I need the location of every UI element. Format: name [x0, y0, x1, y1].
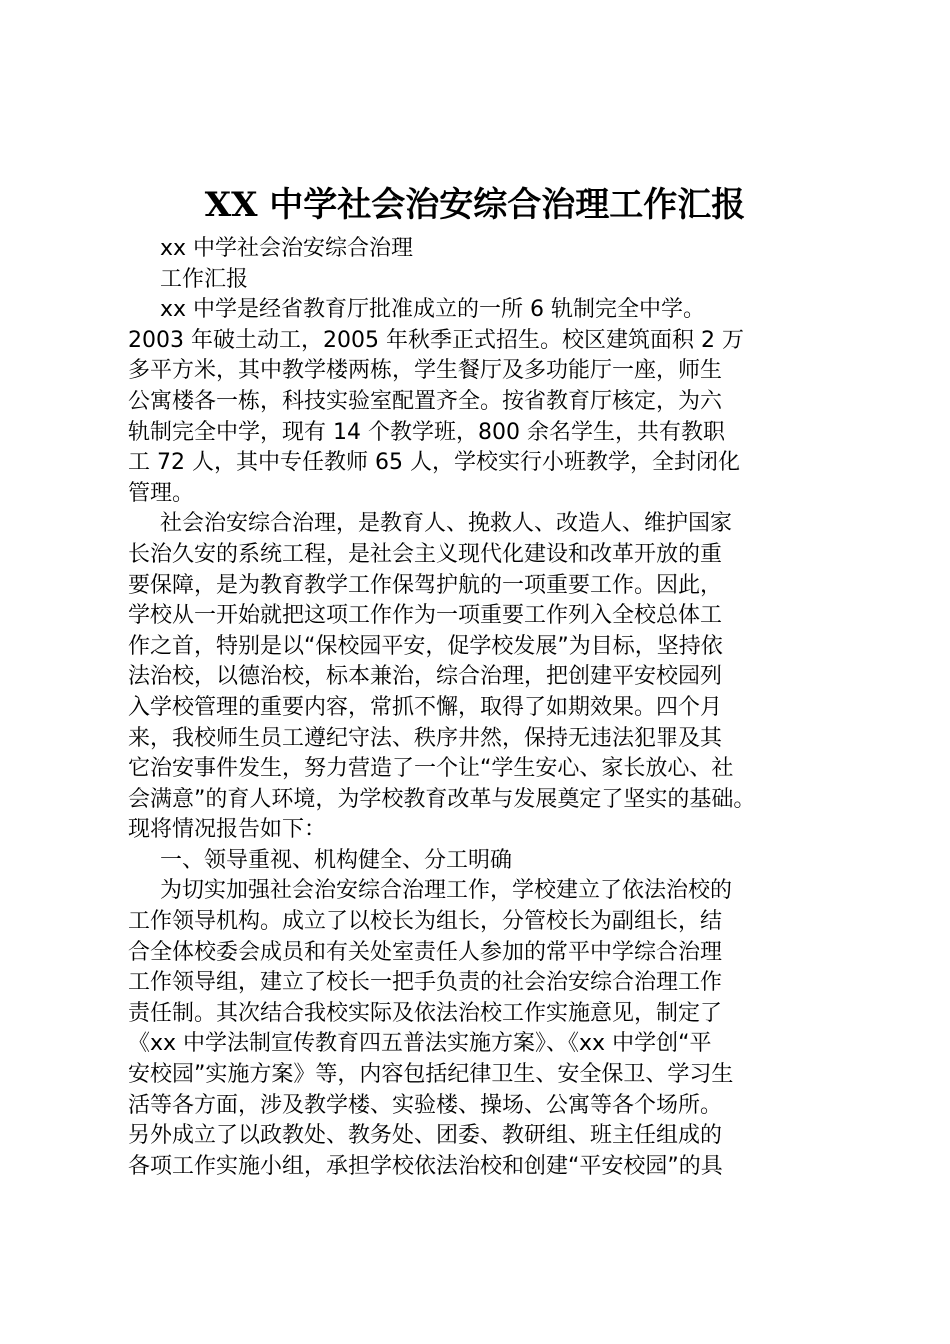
text-line: xx 中学是经省教育厅批准成立的一所 6 轨制完全中学。: [160, 297, 706, 323]
text-line: 2003 年破土动工，2005 年秋季正式招生。校区建筑面积 2 万: [128, 327, 744, 353]
text-line: 学校从一开始就把这项工作作为一项重要工作列入全校总体工: [128, 603, 723, 629]
text-line: 工作领导机构。成立了以校长为组长，分管校长为副组长，结: [128, 909, 723, 935]
document-title-text: 中学社会治安综合治理工作汇报: [257, 185, 746, 225]
text-line: 入学校管理的重要内容，常抓不懈，取得了如期效果。四个月: [128, 694, 723, 720]
text-line: 合全体校委会成员和有关处室责任人参加的常平中学综合治理: [128, 939, 723, 965]
document-title-latin: XX: [204, 185, 258, 225]
text-line: 各项工作实施小组，承担学校依法治校和创建“平安校园”的具: [128, 1153, 723, 1179]
text-line: 《xx 中学法制宣传教育四五普法实施方案》、《xx 中学创“平: [128, 1031, 712, 1057]
text-line: 要保障，是为教育教学工作保驾护航的一项重要工作。因此，: [128, 572, 723, 598]
text-line: 工 72 人，其中专任教师 65 人，学校实行小班教学，全封闭化: [128, 450, 740, 476]
text-line: 活等各方面，涉及教学楼、实验楼、操场、公寓等各个场所。: [128, 1092, 723, 1118]
text-line: 管理。: [128, 480, 195, 506]
text-line: 社会治安综合治理，是教育人、挽救人、改造人、维护国家: [160, 511, 733, 537]
text-line: 安校园”实施方案》等，内容包括纪律卫生、安全保卫、学习生: [128, 1062, 734, 1088]
text-line: 轨制完全中学，现有 14 个教学班，800 余名学生，共有教职: [128, 419, 725, 445]
text-line: 会满意”的育人环境，为学校教育改革与发展奠定了坚实的基础。: [128, 786, 756, 812]
text-line: 多平方米，其中教学楼两栋，学生餐厅及多功能厅一座，师生: [128, 358, 723, 384]
text-line: 为切实加强社会治安综合治理工作，学校建立了依法治校的: [160, 878, 733, 904]
text-line: 作之首，特别是以“保校园平安，促学校发展”为目标，坚持依: [128, 633, 723, 659]
text-line: 另外成立了以政教处、教务处、团委、教研组、班主任组成的: [128, 1123, 723, 1149]
text-line: 工作汇报: [160, 266, 249, 292]
text-line: 来，我校师生员工遵纪守法、秩序井然，保持无违法犯罪及其: [128, 725, 723, 751]
document-title: [0, 183, 950, 227]
text-line: xx 中学社会治安综合治理: [160, 236, 414, 261]
text-line: 工作领导组，建立了校长一把手负责的社会治安综合治理工作: [128, 970, 723, 996]
text-line: 它治安事件发生，努力营造了一个让“学生安心、家长放心、社: [128, 756, 734, 782]
text-line: 公寓楼各一栋，科技实验室配置齐全。按省教育厅核定，为六: [128, 388, 723, 414]
text-line: 法治校，以德治校，标本兼治，综合治理，把创建平安校园列: [128, 664, 723, 690]
text-line: 一、领导重视、机构健全、分工明确: [160, 847, 513, 873]
document-body: [128, 234, 848, 1182]
text-line: 现将情况报告如下：: [128, 817, 327, 843]
text-line: 长治久安的系统工程，是社会主义现代化建设和改革开放的重: [128, 541, 723, 567]
text-line: 责任制。其次结合我校实际及依法治校工作实施意见，制定了: [128, 1000, 723, 1026]
